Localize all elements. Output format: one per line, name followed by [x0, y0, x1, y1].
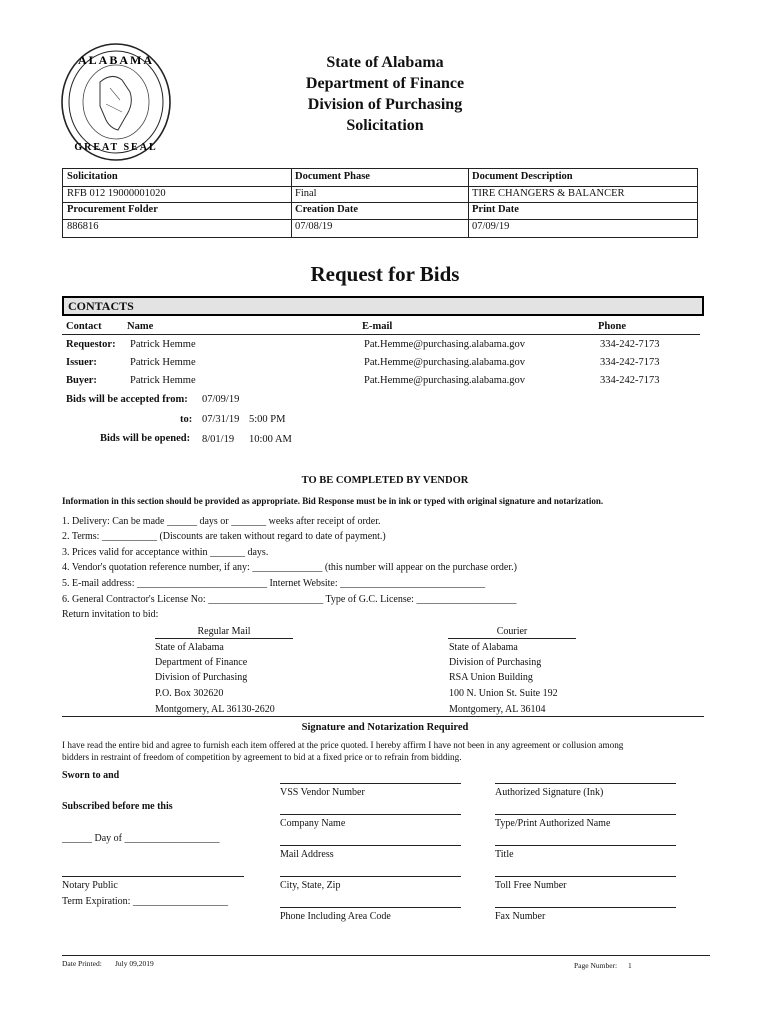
footer-divider [62, 955, 710, 956]
page-number-label: Page Number: [574, 961, 618, 970]
contact-role: Buyer: [66, 375, 97, 386]
company-label: Company Name [280, 818, 346, 829]
signature-heading: Signature and Notarization Required [301, 722, 469, 733]
description-value: TIRE CHANGERS & BALANCER [472, 188, 625, 199]
date-printed-value: July 09,2019 [115, 959, 154, 968]
courier-line: RSA Union Building [449, 672, 533, 683]
courier-line: State of Alabama [449, 642, 518, 653]
vendor-item: 5. E-mail address: __________________________ Internet Website: _____________________________ [62, 578, 486, 589]
regular-mail-line: Division of Purchasing [155, 672, 248, 683]
phase-value: Final [295, 188, 317, 199]
folder-label: Procurement Folder [67, 204, 158, 215]
signature-text: bidders in restraint of freedom of competition by agreement to bid at a fixed price or to refrain from bidding. [62, 752, 462, 762]
to-time: 5:00 PM [249, 414, 286, 425]
courier-underline [448, 638, 576, 639]
solicitation-value: RFB 012 19000001020 [67, 188, 166, 199]
to-label: to: [180, 414, 193, 425]
col-contact: Contact [66, 321, 102, 332]
vendor-instruction: Information in this section should be provided as appropriate. Bid Response must be in ink or typed with original signature and notarization. [62, 496, 604, 506]
title-line[interactable] [495, 845, 676, 846]
vendor-heading: TO BE COMPLETED BY VENDOR [301, 475, 469, 486]
header-department: Department of Finance [305, 75, 465, 92]
sworn-label: Sworn to and [62, 770, 120, 781]
regular-mail-line: P.O. Box 302620 [155, 688, 224, 699]
vendor-item: 6. General Contractor's License No: _______________________ Type of G.C. License: ____________________ [62, 594, 517, 605]
type-print-line[interactable] [495, 814, 676, 815]
svg-text:ALABAMA: ALABAMA [78, 53, 154, 67]
print-value: 07/09/19 [472, 221, 510, 232]
mail-address-label: Mail Address [280, 849, 334, 860]
contact-name: Patrick Hemme [130, 357, 196, 368]
contact-phone: 334-242-7173 [600, 375, 660, 386]
fax-line[interactable] [495, 907, 676, 908]
accepted-from-label: Bids will be accepted from: [66, 394, 188, 405]
type-print-label: Type/Print Authorized Name [495, 818, 611, 829]
notary-label: Notary Public [62, 880, 118, 891]
solicitation-label: Solicitation [67, 171, 118, 182]
day-of-field[interactable]: ______ Day of ___________________ [62, 833, 220, 844]
svg-text:GREAT SEAL: GREAT SEAL [74, 142, 158, 153]
return-label: Return invitation to bid: [62, 609, 159, 620]
city-line[interactable] [280, 876, 461, 877]
document-header [250, 52, 520, 136]
header-division: Division of Purchasing [307, 96, 463, 113]
authorized-label: Authorized Signature (Ink) [495, 787, 604, 798]
contact-phone: 334-242-7173 [600, 357, 660, 368]
header-solicitation: Solicitation [346, 117, 424, 134]
phase-label: Document Phase [295, 171, 370, 182]
description-label: Document Description [472, 171, 573, 182]
title-label: Title [495, 849, 514, 860]
notary-signature-line[interactable] [62, 876, 244, 877]
date-printed-label: Date Printed: [62, 959, 102, 968]
toll-free-label: Toll Free Number [495, 880, 567, 891]
subscribed-label: Subscribed before me this [62, 801, 173, 812]
regular-mail-heading: Regular Mail [197, 626, 251, 637]
solicitation-info-table [62, 168, 698, 238]
toll-free-line[interactable] [495, 876, 676, 877]
contact-role: Requestor: [66, 339, 116, 350]
opened-label: Bids will be opened: [100, 433, 191, 444]
regular-mail-line: State of Alabama [155, 642, 224, 653]
col-email: E-mail [362, 321, 393, 332]
contact-email: Pat.Hemme@purchasing.alabama.gov [364, 357, 525, 368]
regular-mail-line: Montgomery, AL 36130-2620 [155, 704, 275, 715]
contact-name: Patrick Hemme [130, 375, 196, 386]
page-number-value: 1 [628, 961, 632, 970]
term-expiration-field[interactable]: Term Expiration: ___________________ [62, 896, 228, 907]
regular-mail-line: Department of Finance [155, 657, 248, 668]
section-divider [62, 716, 704, 717]
courier-line: 100 N. Union St. Suite 192 [449, 688, 558, 699]
courier-heading: Courier [496, 626, 528, 637]
authorized-line[interactable] [495, 783, 676, 784]
accepted-from-value: 07/09/19 [202, 394, 240, 405]
creation-value: 07/08/19 [295, 221, 333, 232]
vendor-item: 2. Terms: ___________ (Discounts are taken without regard to date of payment.) [62, 531, 386, 542]
folder-value: 886816 [67, 221, 99, 232]
fax-label: Fax Number [495, 911, 546, 922]
city-label: City, State, Zip [280, 880, 341, 891]
contact-email: Pat.Hemme@purchasing.alabama.gov [364, 339, 525, 350]
contacts-heading: CONTACTS [62, 296, 704, 316]
vss-line[interactable] [280, 783, 461, 784]
courier-line: Montgomery, AL 36104 [449, 704, 546, 715]
contact-name: Patrick Hemme [130, 339, 196, 350]
alabama-seal-logo [60, 42, 172, 162]
vendor-item: 4. Vendor's quotation reference number, if any: ______________ (this number will appear on the purchase order.) [62, 562, 517, 573]
mail-address-line[interactable] [280, 845, 461, 846]
creation-label: Creation Date [295, 204, 359, 215]
contact-email: Pat.Hemme@purchasing.alabama.gov [364, 375, 525, 386]
signature-text: I have read the entire bid and agree to furnish each item offered at the price quoted. I hereby affirm I have not been in any agreement or collusion among [62, 740, 624, 750]
col-name: Name [127, 321, 154, 332]
phone-line[interactable] [280, 907, 461, 908]
col-phone: Phone [598, 321, 627, 332]
courier-line: Division of Purchasing [449, 657, 542, 668]
phone-label: Phone Including Area Code [280, 911, 391, 922]
company-line[interactable] [280, 814, 461, 815]
print-label: Print Date [472, 204, 519, 215]
vendor-item: 1. Delivery: Can be made ______ days or _______ weeks after receipt of order. [62, 516, 381, 527]
opened-date: 8/01/19 [202, 434, 235, 445]
to-date: 07/31/19 [202, 414, 240, 425]
opened-time: 10:00 AM [249, 434, 292, 445]
page-title: Request for Bids [310, 262, 460, 286]
contacts-divider [62, 334, 700, 335]
vendor-item: 3. Prices valid for acceptance within _______ days. [62, 547, 269, 558]
vss-label: VSS Vendor Number [280, 787, 365, 798]
header-state: State of Alabama [326, 54, 444, 71]
contact-role: Issuer: [66, 357, 97, 368]
contact-phone: 334-242-7173 [600, 339, 660, 350]
regular-mail-underline [155, 638, 293, 639]
